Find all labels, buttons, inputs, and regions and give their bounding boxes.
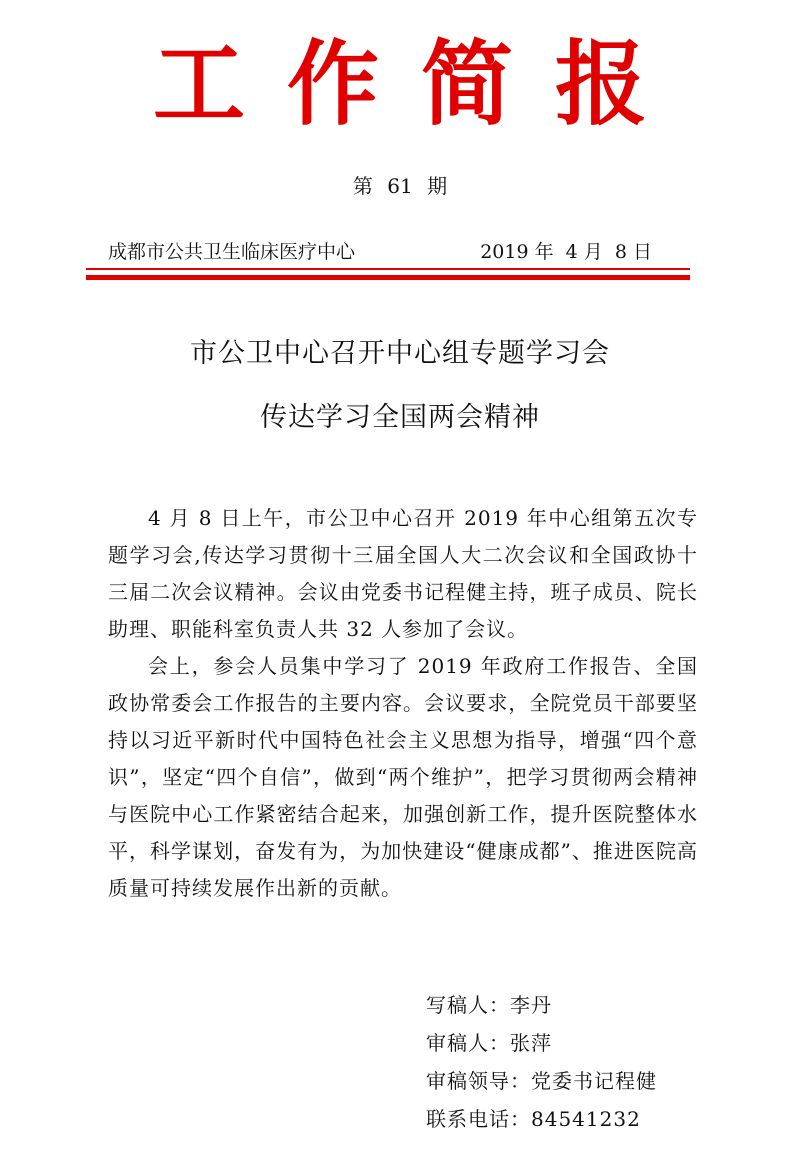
issue-suffix: 期: [427, 174, 448, 198]
publication-date: [480, 238, 652, 266]
reviewer-line: 审稿人：张萍: [426, 1031, 552, 1055]
publication-meta: [108, 238, 688, 268]
header-divider-thin: [86, 268, 690, 270]
issue-prefix: 第: [352, 174, 373, 198]
organization-name: 成都市公共卫生临床医疗中心: [108, 241, 356, 263]
date-month: 4 月: [565, 241, 603, 263]
header-divider-thick: [86, 275, 690, 280]
date-day: 8 日: [614, 241, 652, 263]
writer-line: 写稿人：李丹: [426, 993, 552, 1017]
review-leader-line: 审稿领导：党委书记程健: [426, 1069, 657, 1093]
issue-number: [0, 172, 800, 200]
signature-block: [426, 986, 756, 1138]
date-year: 2019 年: [480, 241, 554, 263]
issue-value: 61: [387, 174, 413, 198]
article-paragraph: 会上，参会人员集中学习了 2019 年政府工作报告、全国政协常委会工作报告的主要内容。会议要求，全院党员干部要坚持以习近平新时代中国特色社会主义思想为指导，增强“四个意识”，坚定“四个自信”，做到“两个维护”，把学习贯彻两会精神与医院中心工作紧密结合起来，加强创新工作，提升医院整体水平，科学谋划，奋发有为，为加快建设“健康成都”、推进医院高质量可持续发展作出新的贡献。: [108, 654, 698, 900]
masthead-title: 工作简报: [152, 31, 689, 138]
article-paragraph: 4 月 8 日上午，市公卫中心召开 2019 年中心组第五次专题学习会,传达学习贯彻十三届全国人大二次会议和全国政协十三届二次会议精神。会议由党委书记程健主持，班子成员、院长助理、职能科室负责人共 32 人参加了会议。: [108, 506, 698, 641]
article-body: [108, 500, 698, 907]
article-headline-line1: 市公卫中心召开中心组专题学习会: [190, 338, 610, 369]
contact-line: 联系电话：84541232: [426, 1107, 641, 1131]
article-headline-line2: 传达学习全国两会精神: [260, 402, 540, 433]
